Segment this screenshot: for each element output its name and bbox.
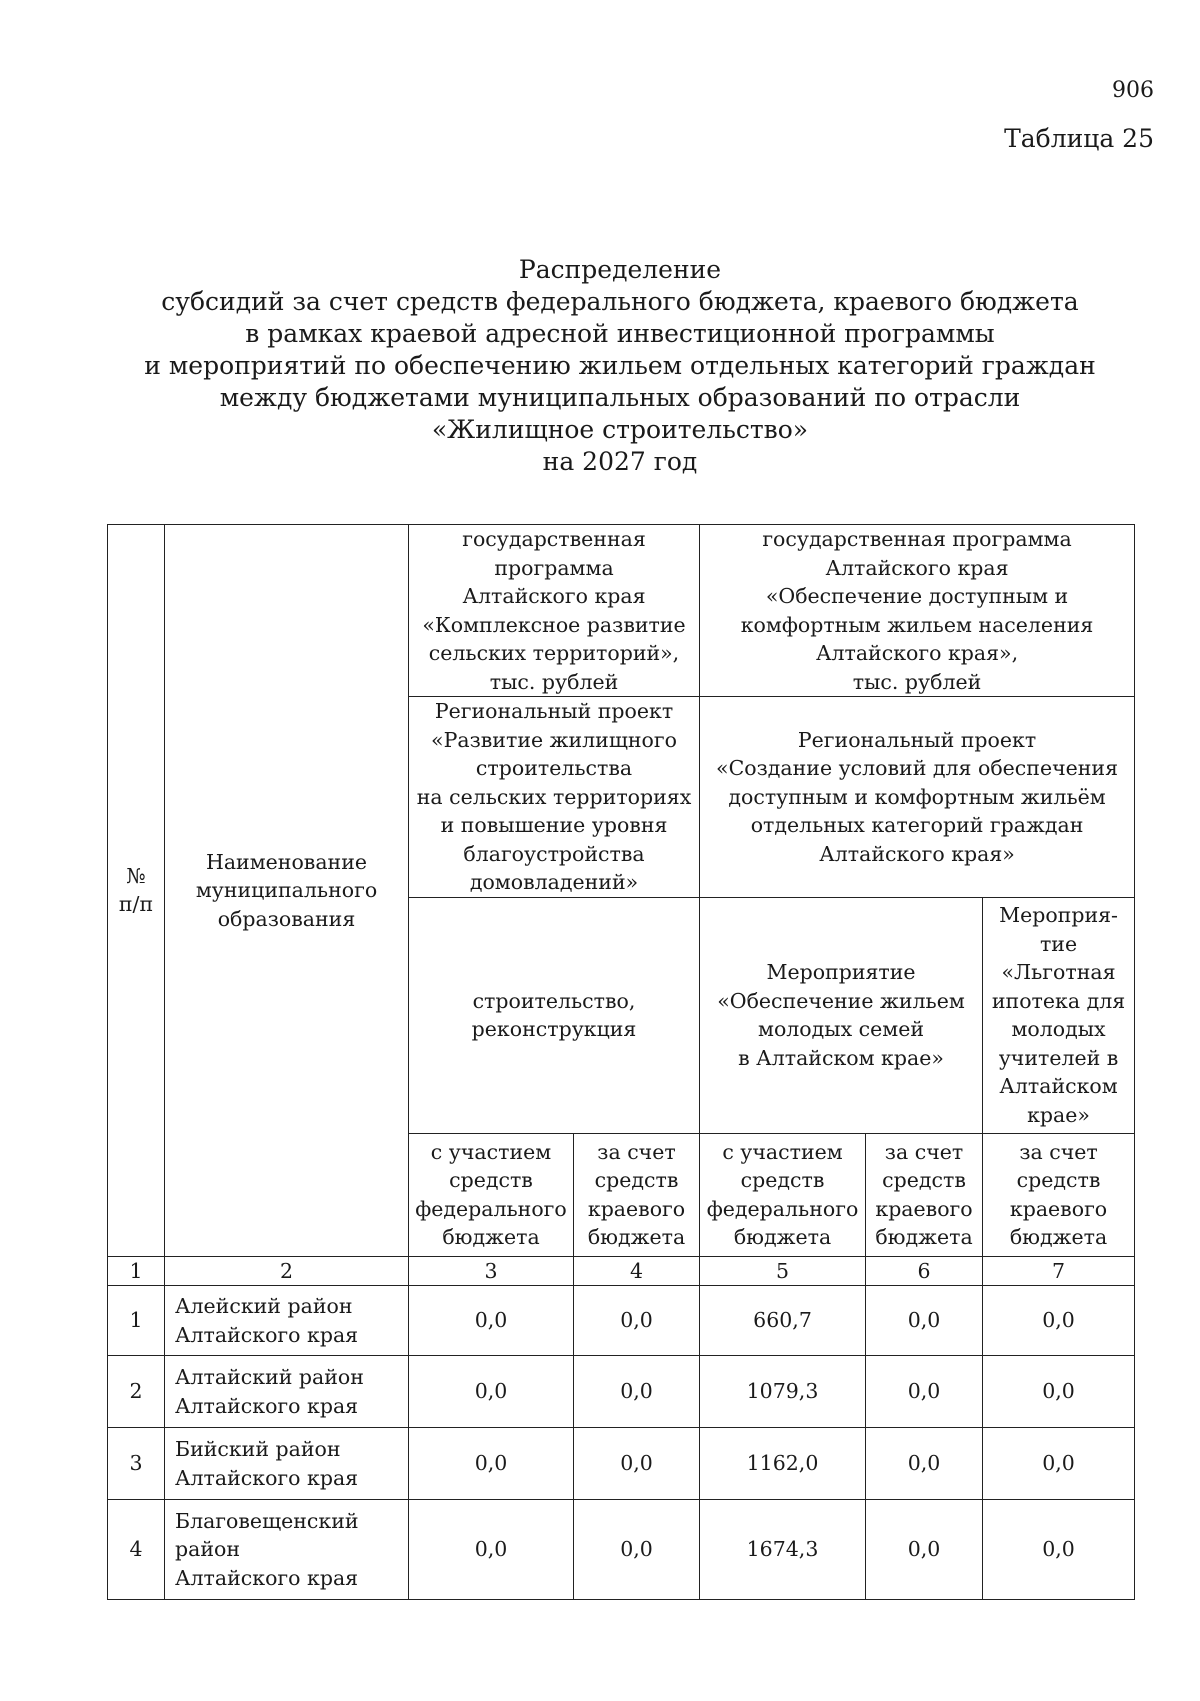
value-cell: 0,0 <box>983 1356 1135 1428</box>
table-row <box>108 1500 1135 1600</box>
table-row <box>108 1286 1135 1356</box>
row-number: 3 <box>108 1428 165 1500</box>
value-cell: 0,0 <box>983 1500 1135 1600</box>
table-label: Таблица 25 <box>1004 124 1154 153</box>
value-cell: 660,7 <box>700 1286 866 1356</box>
row-number: 1 <box>108 1286 165 1356</box>
value-cell: 0,0 <box>409 1500 574 1600</box>
value-cell: 0,0 <box>409 1428 574 1500</box>
header-project-rural-housing: Региональный проект «Развитие жилищного строительства на сельских территориях и повышение уровня благоустройства домовладений» <box>409 697 700 898</box>
header-municipality-name: Наименование муниципального образования <box>165 525 409 1257</box>
page-number: 906 <box>1112 78 1154 103</box>
value-cell: 0,0 <box>866 1428 983 1500</box>
column-number: 4 <box>574 1256 700 1286</box>
table-row <box>108 1428 1135 1500</box>
municipality-name: Бийский район Алтайского края <box>165 1428 409 1500</box>
value-cell: 0,0 <box>574 1286 700 1356</box>
value-cell: 0,0 <box>866 1356 983 1428</box>
header-sub-regional-3: за счет средств краевого бюджета <box>983 1133 1135 1256</box>
title-line: в рамках краевой адресной инвестиционной программы <box>245 319 995 348</box>
header-activity-young-families: Мероприятие «Обеспечение жильем молодых семей в Алтайском крае» <box>700 897 983 1133</box>
title-line: между бюджетами муниципальных образований по отрасли <box>219 383 1021 412</box>
title-line: Распределение <box>518 255 722 284</box>
column-number: 5 <box>700 1256 866 1286</box>
municipality-name: Алейский район Алтайского края <box>165 1286 409 1356</box>
municipality-name: Благовещенский район Алтайского края <box>165 1500 409 1600</box>
municipality-name: Алтайский район Алтайского края <box>165 1356 409 1428</box>
value-cell: 0,0 <box>409 1356 574 1428</box>
header-program-rural-development: государственная программа Алтайского края «Комплексное развитие сельских территорий», тыс. рублей <box>409 525 700 697</box>
header-program-affordable-housing: государственная программа Алтайского края «Обеспечение доступным и комфортным жильем населения Алтайского края», тыс. рублей <box>700 525 1135 697</box>
value-cell: 0,0 <box>574 1428 700 1500</box>
header-sub-federal-1: с участием средств федерального бюджета <box>409 1133 574 1256</box>
column-number: 2 <box>165 1256 409 1286</box>
header-sub-federal-2: с участием средств федерального бюджета <box>700 1133 866 1256</box>
row-number: 4 <box>108 1500 165 1600</box>
header-sub-regional-2: за счет средств краевого бюджета <box>866 1133 983 1256</box>
value-cell: 0,0 <box>574 1500 700 1600</box>
subsidy-table <box>107 524 1135 1600</box>
value-cell: 1162,0 <box>700 1428 866 1500</box>
header-row-number: № п/п <box>108 525 165 1257</box>
title-line: «Жилищное строительство» <box>431 415 809 444</box>
value-cell: 0,0 <box>409 1286 574 1356</box>
value-cell: 0,0 <box>866 1286 983 1356</box>
row-number: 2 <box>108 1356 165 1428</box>
title-line: и мероприятий по обеспечению жильем отдельных категорий граждан <box>144 351 1096 380</box>
header-sub-regional-1: за счет средств краевого бюджета <box>574 1133 700 1256</box>
value-cell: 0,0 <box>866 1500 983 1600</box>
title-line: субсидий за счет средств федерального бюджета, краевого бюджета <box>161 287 1079 316</box>
column-number: 3 <box>409 1256 574 1286</box>
header-activity-teacher-mortgage: Мероприя- тие «Льготная ипотека для молодых учителей в Алтайском крае» <box>983 897 1135 1133</box>
column-number: 7 <box>983 1256 1135 1286</box>
title-line: на 2027 год <box>542 447 698 476</box>
header-project-affordable-housing: Региональный проект «Создание условий для обеспечения доступным и комфортным жильём отдельных категорий граждан Алтайского края» <box>700 697 1135 898</box>
value-cell: 1674,3 <box>700 1500 866 1600</box>
document-title <box>120 254 1120 478</box>
value-cell: 0,0 <box>983 1428 1135 1500</box>
value-cell: 1079,3 <box>700 1356 866 1428</box>
column-number: 1 <box>108 1256 165 1286</box>
value-cell: 0,0 <box>983 1286 1135 1356</box>
header-activity-construction: строительство, реконструкция <box>409 897 700 1133</box>
value-cell: 0,0 <box>574 1356 700 1428</box>
table-row <box>108 1356 1135 1428</box>
column-number: 6 <box>866 1256 983 1286</box>
